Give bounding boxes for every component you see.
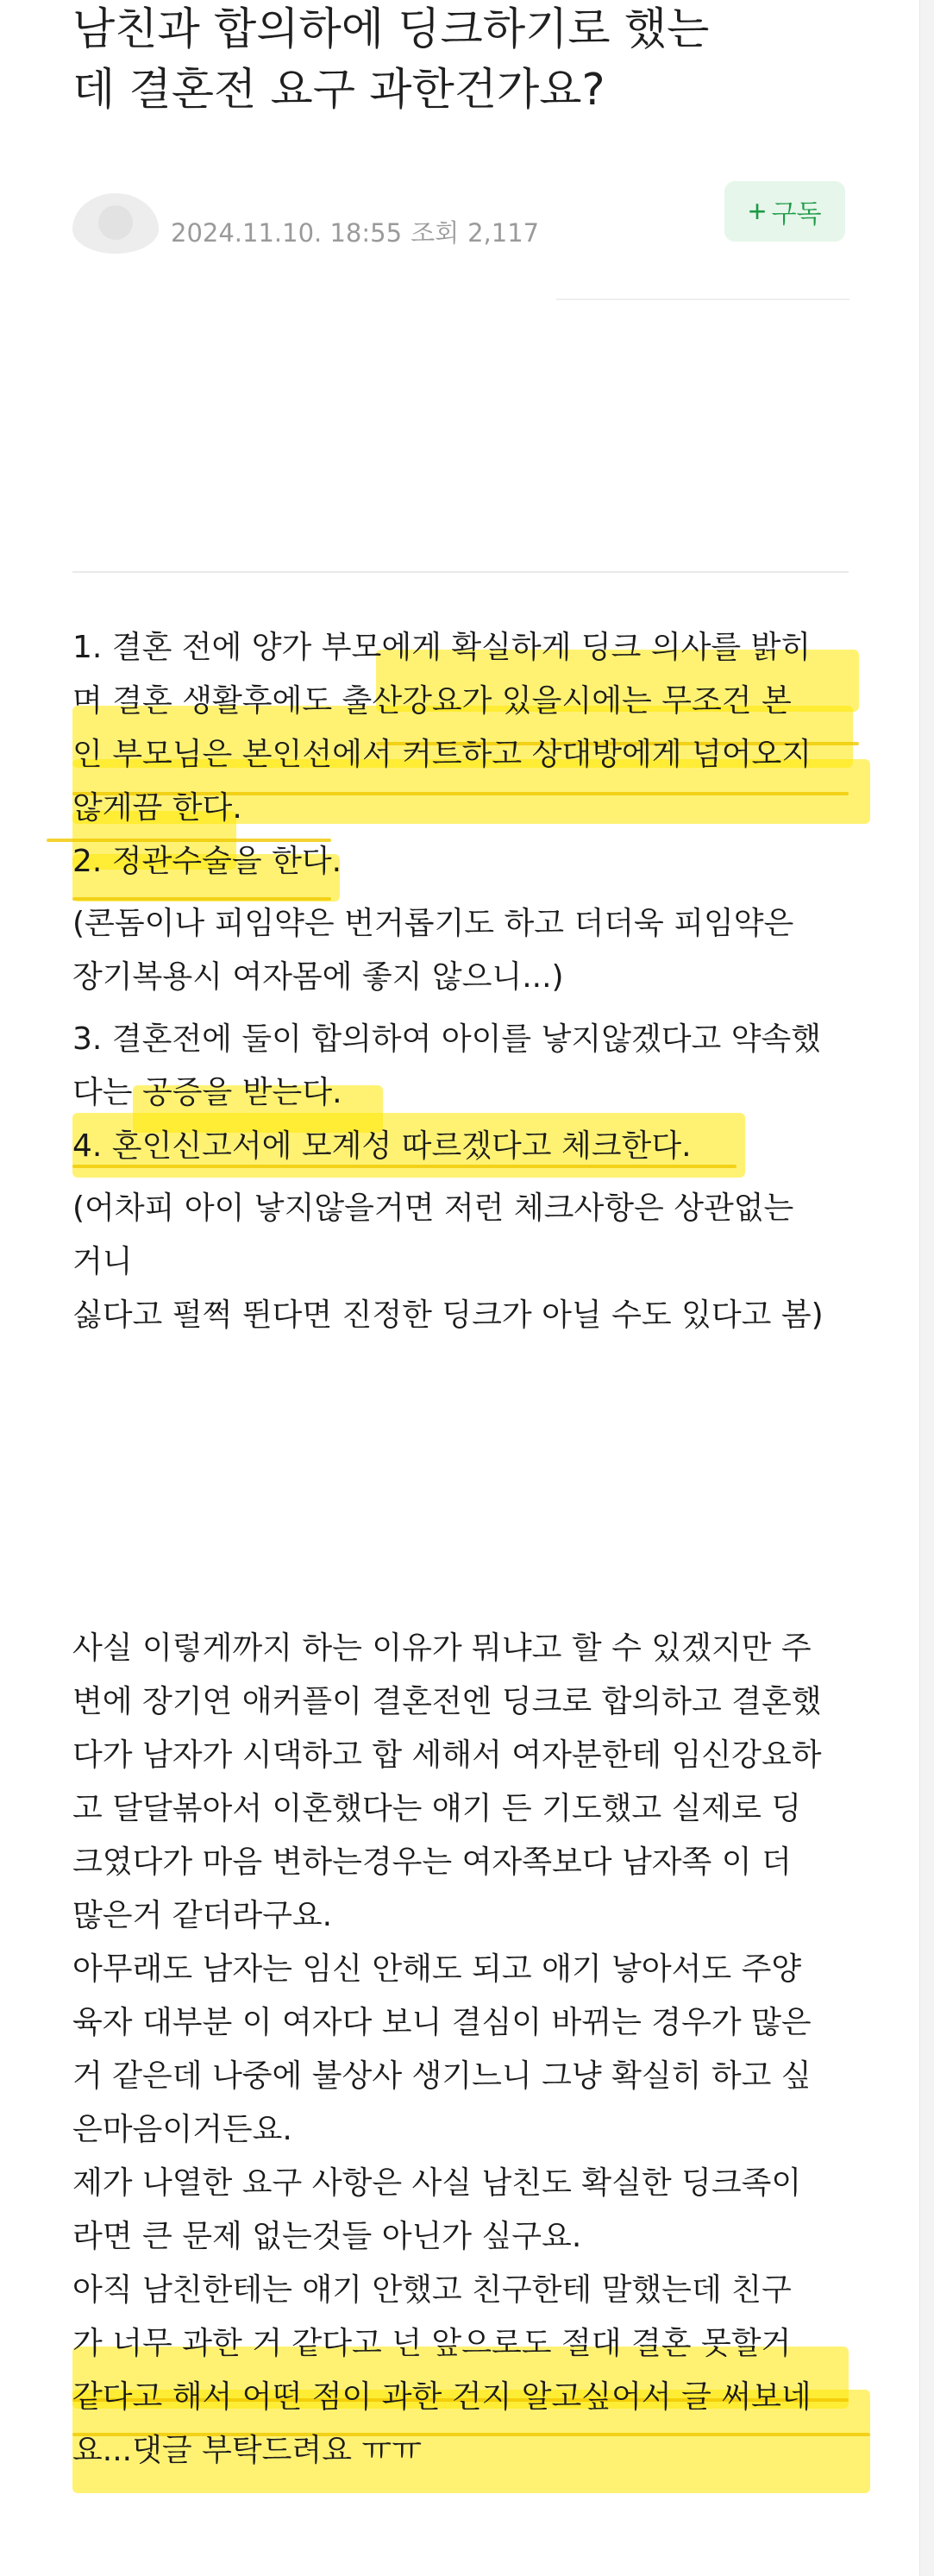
- scrollbar-track[interactable]: [919, 0, 934, 2576]
- body-line: 4. 혼인신고서에 모계성 따르겠다고 체크한다.: [72, 1128, 692, 1164]
- body-line: 요...댓글 부탁드려요 ㅠㅠ: [72, 2433, 422, 2468]
- plus-icon: +: [748, 193, 767, 229]
- body-line: 인 부모님은 본인선에서 커트하고 상대방에게 넘어오지: [72, 737, 812, 772]
- body-line: 장기복용시 여자몸에 좋지 않으니...): [72, 959, 564, 995]
- body-line: 다가 남자가 시댁하고 합 세해서 여자분한테 임신강요하: [72, 1737, 822, 1773]
- body-line: 같다고 해서 어떤 점이 과한 건지 알고싶어서 글 써보네: [72, 2379, 812, 2415]
- post-title-line-2: 데 결혼전 요구 과한건가요?: [72, 65, 605, 116]
- body-line: 며 결혼 생활후에도 출산강요가 있을시에는 무조건 본: [72, 683, 792, 719]
- body-line: 거니: [72, 1244, 133, 1279]
- body-line: 제가 나열한 요구 사항은 사실 남친도 확실한 딩크족이: [72, 2165, 802, 2201]
- body-line: 변에 장기연 애커플이 결혼전엔 딩크로 합의하고 결혼했: [72, 1684, 822, 1719]
- avatar[interactable]: [72, 193, 159, 254]
- divider: [556, 298, 849, 300]
- body-line: 싫다고 펄쩍 뛴다면 진정한 딩크가 아닐 수도 있다고 봄): [72, 1297, 824, 1333]
- body-line: 크였다가 마음 변하는경우는 여자쪽보다 남자쪽 이 더: [72, 1844, 792, 1880]
- body-line: 아직 남친한테는 얘기 안했고 친구한테 말했는데 친구: [72, 2272, 792, 2308]
- body-line: 거 같은데 나중에 불상사 생기느니 그냥 확실히 하고 싶: [72, 2058, 812, 2094]
- body-line: 많은거 같더라구요.: [72, 1898, 333, 1933]
- subscribe-label: 구독: [771, 200, 822, 229]
- body-line: 않게끔 한다.: [72, 790, 242, 826]
- subscribe-button[interactable]: [724, 181, 845, 242]
- views-count: 2,117: [467, 218, 540, 248]
- body-line: 육자 대부분 이 여자다 보니 결심이 바뀌는 경우가 많은: [72, 2005, 812, 2040]
- body-line: 3. 결혼전에 둘이 합의하여 아이를 낳지않겠다고 약속했: [72, 1021, 822, 1057]
- post-title-line-1: 남친과 합의하에 딩크하기로 했는: [72, 4, 710, 55]
- body-line: 가 너무 과한 거 같다고 넌 앞으로도 절대 결혼 못할거: [72, 2326, 792, 2361]
- body-line: (어차피 아이 낳지않을거면 저런 체크사항은 상관없는: [72, 1191, 794, 1226]
- post-meta: [171, 214, 548, 249]
- views-label: 조회: [411, 218, 460, 248]
- post-date: 2024.11.10. 18:55: [171, 218, 403, 248]
- body-line: 2. 정관수술을 한다.: [72, 844, 342, 879]
- body-line: 라면 큰 문제 없는것들 아닌가 싶구요.: [72, 2219, 582, 2254]
- post-title: [72, 0, 849, 121]
- body-line: 은마음이거든요.: [72, 2112, 292, 2147]
- body-line: 1. 결혼 전에 양가 부모에게 확실하게 딩크 의사를 밝히: [72, 630, 812, 665]
- body-line: 사실 이렇게까지 하는 이유가 뭐냐고 할 수 있겠지만 주: [72, 1630, 812, 1666]
- body-line: 다는 공증을 받는다.: [72, 1075, 342, 1110]
- body-line: 아무래도 남자는 임신 안해도 되고 애기 낳아서도 주양: [72, 1951, 802, 1987]
- divider: [72, 571, 849, 573]
- body-line: (콘돔이나 피임약은 번거롭기도 하고 더더욱 피임약은: [72, 906, 794, 941]
- body-line: 고 달달볶아서 이혼했다는 얘기 든 기도했고 실제로 딩: [72, 1791, 802, 1826]
